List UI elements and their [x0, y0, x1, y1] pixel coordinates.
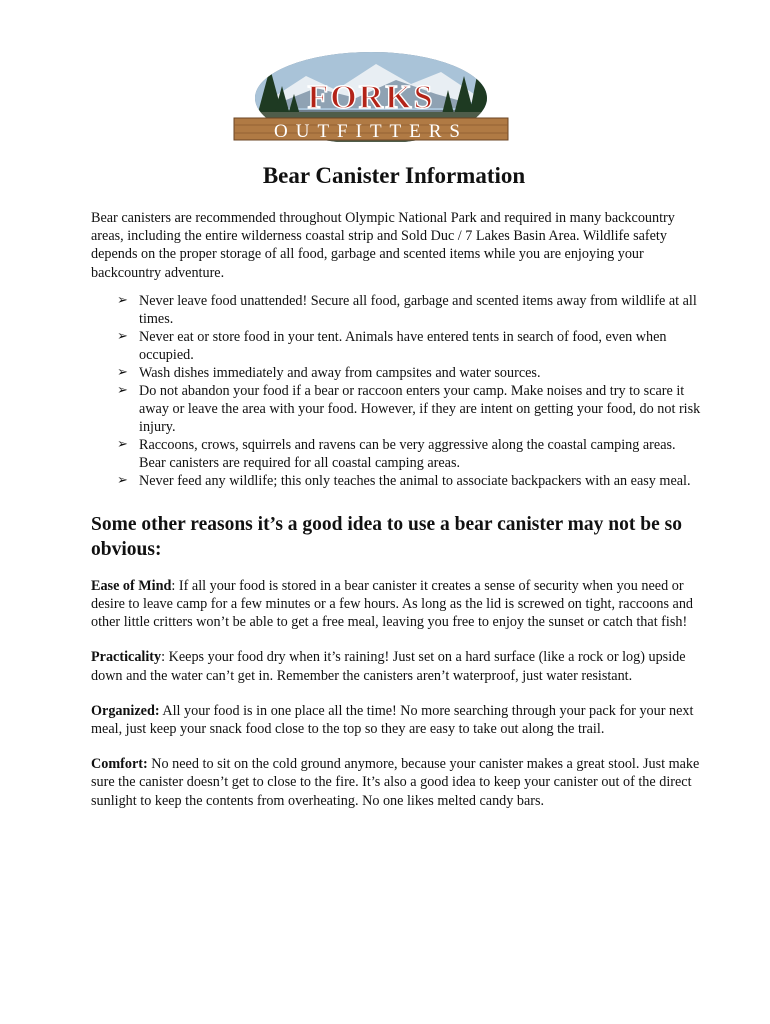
forks-outfitters-logo [226, 50, 516, 142]
list-item: ➢ Never eat or store food in your tent. Animals have entered tents in search of food, even when occupied. [117, 328, 667, 363]
section-heading: Some other reasons it’s a good idea to use a bear canister may not be so obvious: [91, 513, 682, 560]
main-content [91, 209, 703, 827]
reason-label: Practicality [91, 649, 162, 666]
intro-paragraph: Bear canisters are recommended throughout Olympic National Park and required in many backcountry areas, including the entire wilderness coastal strip and Sold Duc / 7 Lakes Basin Area. Wildlife safety depends on the proper storage of all food, garbage and scented items while you are enjoying your backcountry adventure. [91, 210, 675, 281]
reason-organized [91, 702, 703, 738]
logo-graphic [226, 50, 516, 142]
arrow-bullet-icon: ➢ [117, 292, 128, 308]
reason-text: No need to sit on the cold ground anymore, because your canister makes a great stool. Just make sure the canister doesn’t get to close to the fire. It’s also a good idea to keep your canister out of the direct sunlight to keep the contents from overheating. No one likes melted candy bars. [91, 756, 700, 809]
arrow-bullet-icon: ➢ [117, 364, 128, 380]
list-item: ➢ Never feed any wildlife; this only teaches the animal to associate backpackers with an easy meal. [117, 472, 691, 489]
arrow-bullet-icon: ➢ [117, 328, 128, 344]
logo-text-forks: FORKS [307, 79, 435, 116]
arrow-bullet-icon: ➢ [117, 436, 128, 452]
logo-text-outfitters: OUTFITTERS [274, 121, 468, 142]
reason-label: Organized: [91, 702, 160, 719]
reason-ease-of-mind [91, 577, 703, 632]
arrow-bullet-icon: ➢ [117, 382, 128, 398]
list-item: ➢ Raccoons, crows, squirrels and ravens can be very aggressive along the coastal camping areas. Bear canisters are required for all coastal camping areas. [117, 436, 676, 471]
reason-text: : Keeps your food dry when it’s raining! Just set on a hard surface (like a rock or log) upside down and the water can’t get in. Remember the canisters aren’t waterproof, just water resistant. [91, 649, 686, 684]
list-item: ➢ Never leave food unattended! Secure all food, garbage and scented items away from wildlife at all times. [117, 292, 697, 327]
list-item: ➢ Wash dishes immediately and away from campsites and water sources. [117, 364, 541, 381]
reason-practicality [91, 648, 703, 684]
reason-label: Ease of Mind [91, 577, 172, 594]
safety-tips-list [91, 292, 703, 490]
arrow-bullet-icon: ➢ [117, 472, 128, 488]
reason-comfort [91, 755, 703, 810]
reason-text: All your food is in one place all the time! No more searching through your pack for your next meal, just keep your snack food close to the top so they are easy to take out along the trail. [91, 702, 694, 738]
page-title: Bear Canister Information [262, 163, 526, 188]
reason-text: : If all your food is stored in a bear canister it creates a sense of security when you need or desire to leave camp for a few minutes or a few hours. As long as the lid is screwed on tight, raccoons and other little critters won’t be able to get a free meal, leaving you free to enjoy the sunset or catch that fish! [91, 577, 694, 631]
list-item: ➢ Do not abandon your food if a bear or raccoon enters your camp. Make noises and try to scare it away or leave the area with your food. However, if they are intent on getting your food, do not risk injury. [117, 382, 701, 435]
reason-label: Comfort: [91, 756, 148, 773]
